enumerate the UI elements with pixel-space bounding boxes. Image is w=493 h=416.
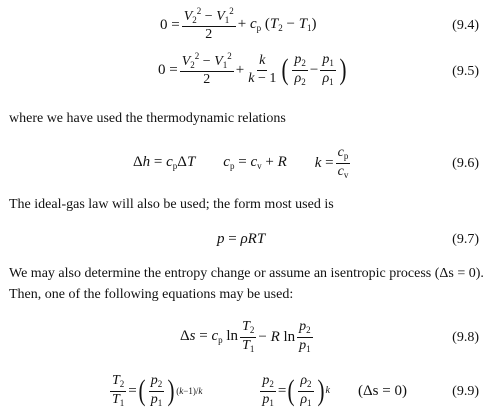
equation-number: (9.7): [452, 232, 479, 247]
paragraph-text: The ideal-gas law will also be used; the form most used is: [9, 197, 334, 212]
paragraph-text: where we have used the thermodynamic relations: [9, 111, 286, 126]
equation-number: (9.5): [452, 64, 479, 79]
equation-9-4: [0, 6, 493, 42]
isentropic-condition: (Δs = 0): [358, 382, 407, 399]
equation-9-5-body: 0 = $\frac{V_2^2 - V_1^2}{2}$ + $\frac{k}{k - 1}$ ( $\frac{p_2}{\rho_2}$ − $\frac{p_1}{\rho_1}$ ): [158, 50, 347, 88]
equation-9-9-body: $\frac{T_2}{T_1}$ = ( $\frac{p_2}{p_1}$ ) (k−1)/k $\frac{p_2}{p_1}$ = ( $\frac{\rho_2}{\rho_1}$ ) k (Δs = 0): [112, 373, 407, 408]
paragraph-text: We may also determine the entropy change or assume an isentropic process (Δs = 0).: [9, 266, 484, 281]
equation-number: (9.9): [452, 384, 479, 399]
equation-9-8: [0, 318, 493, 358]
equation-9-5: [0, 48, 493, 92]
equation-9-6-body: $\Delta h = c_p\Delta T$ $c_p = c_v + R$ k = $\frac{c_p}{c_v}$: [133, 145, 349, 180]
equation-9-7: [0, 230, 493, 250]
equation-number: (9.4): [452, 18, 479, 33]
equation-9-4-body: 0 = $\frac{V_2^2 - V_1^2}{2}$ + $c_p$ $(T_2 - T_1)$: [160, 5, 317, 43]
paragraph-text: Then, one of the following equations may be used:: [9, 287, 294, 302]
equation-9-9: [0, 368, 493, 414]
equation-9-8-body: $\Delta s = c_p$ ln $\frac{T_2}{T_1}$ − R ln $\frac{p_2}{p_1}$: [180, 319, 311, 354]
equation-number: (9.6): [452, 156, 479, 171]
equation-9-6: [0, 146, 493, 182]
equation-9-7-body: p = ρRT: [217, 230, 266, 247]
equation-number: (9.8): [452, 330, 479, 345]
